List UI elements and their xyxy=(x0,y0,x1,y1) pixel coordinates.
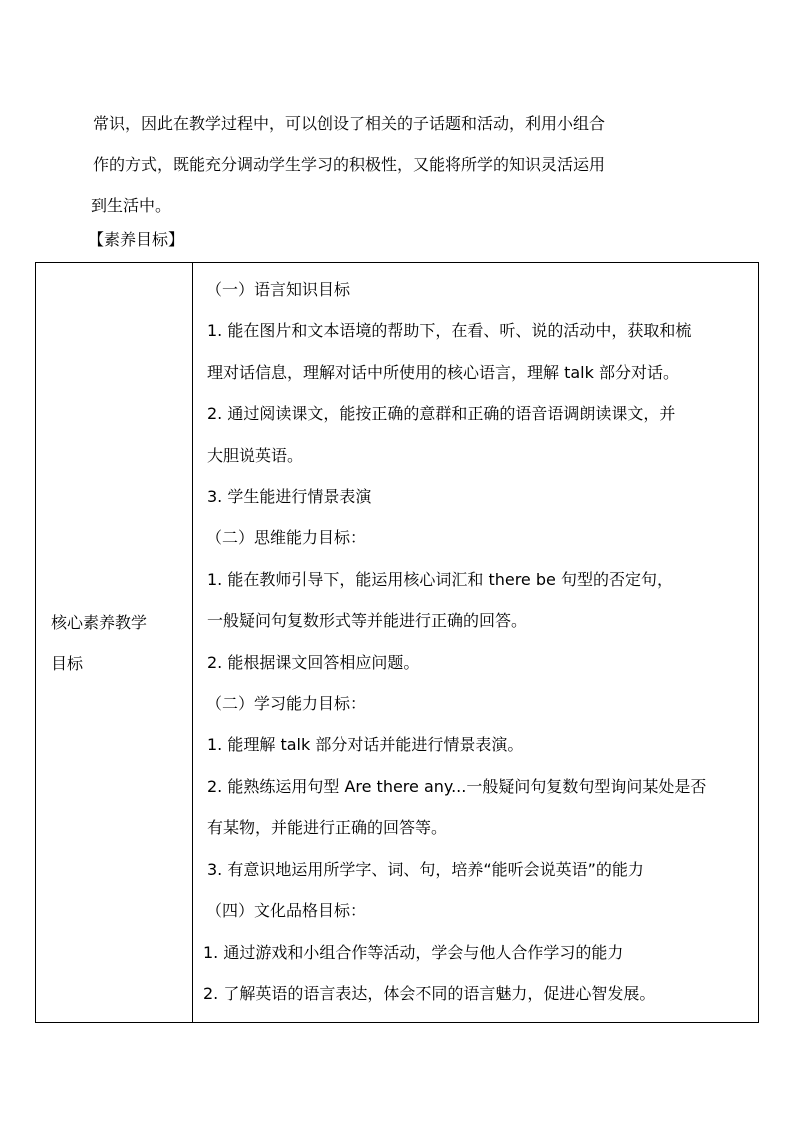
goal-line: 1. 能在图片和文本语境的帮助下，在看、听、说的活动中，获取和梳 xyxy=(207,321,692,341)
intro-line: 常识，因此在教学过程中，可以创设了相关的子话题和活动，利用小组合 xyxy=(93,114,606,133)
goal-line: 有某物，并能进行正确的回答等。 xyxy=(207,818,448,838)
row-label-line: 目标 xyxy=(51,653,84,673)
goal-line: 1. 能在教师引导下，能运用核心词汇和 there be 句型的否定句， xyxy=(207,569,673,589)
goal-heading: （二）学习能力目标： xyxy=(206,694,367,714)
intro-paragraph xyxy=(93,103,733,226)
intro-line: 到生活中。 xyxy=(91,196,172,215)
row-label-line: 核心素养教学 xyxy=(51,612,148,632)
goal-heading: （四）文化品格目标： xyxy=(206,901,367,921)
goal-line: 2. 通过阅读课文，能按正确的意群和正确的语音语调朗读课文，并 xyxy=(207,404,676,424)
table-row xyxy=(36,263,759,1023)
goal-line: 大胆说英语。 xyxy=(207,445,304,465)
goal-line: 2. 能熟练运用句型 Are there any...一般疑问句复数句型询问某处是否 xyxy=(207,776,707,796)
goal-heading: （二）思维能力目标： xyxy=(206,528,367,548)
goal-line: 2. 能根据课文回答相应问题。 xyxy=(207,652,420,672)
section-heading: 【素养目标】 xyxy=(88,230,185,249)
goal-line: 理对话信息，理解对话中所使用的核心语言，理解 talk 部分对话。 xyxy=(207,362,679,382)
goal-heading: （一）语言知识目标 xyxy=(206,280,351,299)
goal-line: 1. 通过游戏和小组合作等活动，学会与他人合作学习的能力 xyxy=(203,942,624,962)
goal-line: 3. 有意识地运用所学字、词、句，培养“能听会说英语”的能力 xyxy=(207,859,644,879)
intro-line: 作的方式，既能充分调动学生学习的积极性，又能将所学的知识灵活运用 xyxy=(93,155,606,174)
goals-table xyxy=(35,262,759,1023)
row-label-cell xyxy=(36,263,193,1023)
goal-line: 3. 学生能进行情景表演 xyxy=(207,487,372,507)
goal-line: 2. 了解英语的语言表达，体会不同的语言魅力，促进心智发展。 xyxy=(203,983,656,1003)
goal-line: 1. 能理解 talk 部分对话并能进行情景表演。 xyxy=(207,735,524,755)
goals-content-cell xyxy=(193,263,759,1023)
goal-line: 一般疑问句复数形式等并能进行正确的回答。 xyxy=(207,611,528,631)
